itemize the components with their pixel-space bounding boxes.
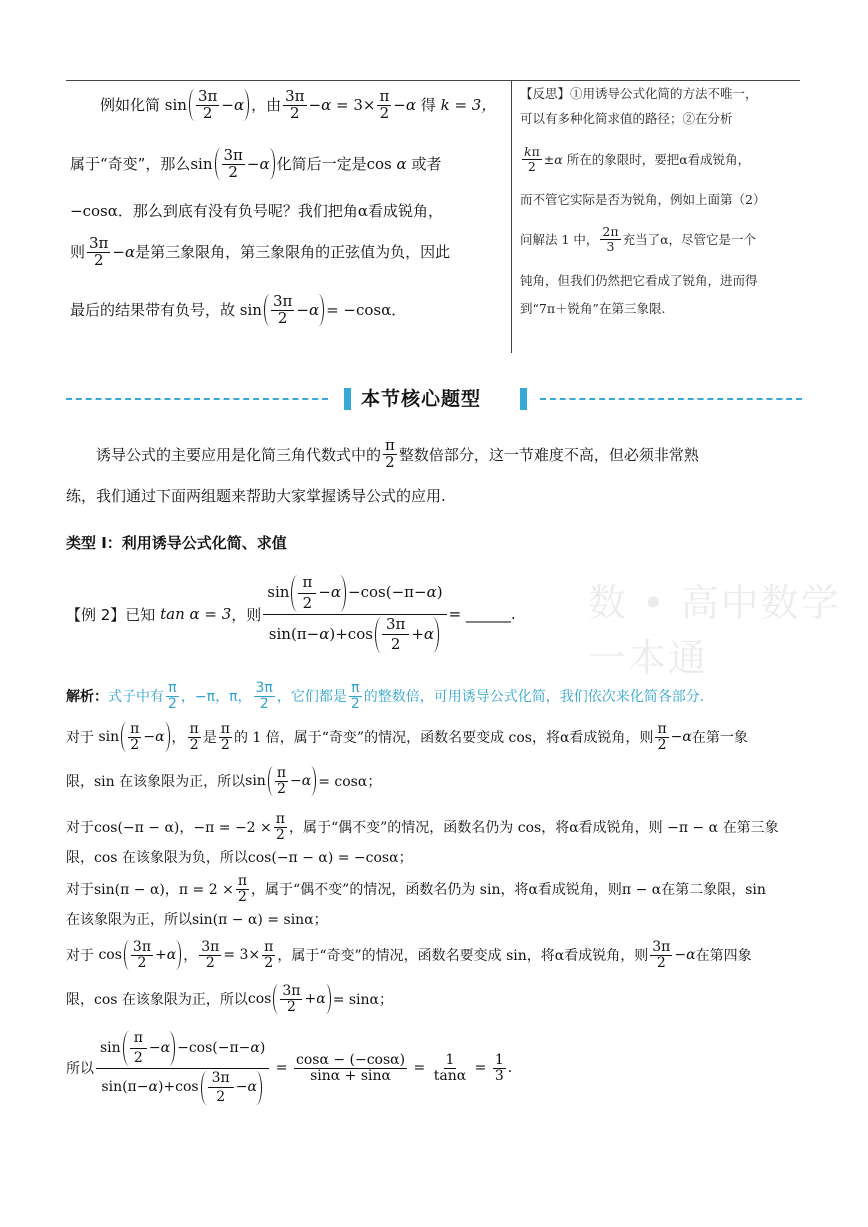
example-label: 【例 2】已知 [66, 605, 156, 624]
text: −cosα．那么到底有没有负号呢？我们把角α看成锐角， [70, 201, 443, 220]
text: 钝角，但我们仍然把它看成了锐角，进而得 [520, 272, 758, 288]
text: 对于 [66, 730, 94, 746]
text: ，它们都是 [276, 689, 347, 705]
top-rule [66, 80, 800, 81]
text: 在第一象 [691, 730, 748, 746]
text: 到“7π＋锐角”在第三象限. [520, 300, 666, 316]
solution-step-1: 对于 sin $\frac{\pi}{2}$ − α ， $\frac{\pi}{2}$ 是 $\frac{\pi}{2}$ 的 1 倍，属于“奇变”的情况，函数名要变成 cos，将α看成锐角，则 $\frac{\pi}{2}$ − α 在第一象 限，sin 在该象限为正，所以 sin $\frac{\pi}{2}$ − α = cosα； [66, 720, 748, 797]
condition: tan α = 3 [160, 605, 232, 623]
fraction-numerator: cosα − (−cosα) [295, 1051, 406, 1068]
text: 式子中有 [108, 689, 164, 705]
text: ，−π，π， [180, 689, 252, 705]
text: 所在的象限时，要把α看成锐角， [566, 151, 751, 167]
text: 的整数倍，可用诱导公式化简，我们依次来化简各部分. [363, 689, 705, 705]
section-header [0, 386, 868, 412]
solution-step-3: 对于sin(π − α)，π = 2 × $\frac{\pi}{2}$ ，属于“偶不变”的情况，函数名仍为 sin，将α看成锐角，则π − α在第二象限，sin 在该象限为正，所以sin(π − α) = sinα； [66, 872, 766, 928]
text: 最后的结果带有负号，故 [70, 300, 236, 319]
watermark: 数 • 高中数学一本通 [588, 581, 841, 680]
title-bar-left [344, 388, 351, 410]
text: = sinα； [332, 992, 394, 1008]
solution-intro: 解析： 式子中有 $\frac{\pi}{2}$ ，−π，π， $\frac{3\pi}{2}$ ，它们都是 $\frac{\pi}{2}$ 的整数倍，可用诱导公式化简，我们依次来化简各部分. [66, 679, 705, 712]
section-title: 本节核心题型 [361, 388, 482, 410]
text: k = 3， [440, 95, 497, 114]
fraction-numerator: 1 [445, 1051, 455, 1068]
solution-step-4: 对于 cos $\frac{3\pi}{2}$ + α ， $\frac{3\pi}{2}$ = 3× $\frac{\pi}{2}$ ，属于“奇变”的情况，函数名要变成 sin，将α看成锐角，则 $\frac{3\pi}{2}$ − α 在第四象 限，cos 在该象限为正，所以 cos $\frac{3\pi}{2}$ + α = sinα； [66, 938, 752, 1015]
text: 诱导公式的主要应用是化简三角代数式中的 [96, 445, 382, 464]
example-2: 【例 2】已知 tan α = 3 ，则 sin $\frac{\pi}{2}$ − α −cos(−π− α ) sin(π− α )+cos $\frac{3\pi}{2}$ + α = ______. [66, 573, 516, 654]
text: ，则 [231, 605, 262, 624]
text: ，属于“偶不变”的情况，函数名仍为 cos，将α看成锐角，则 −π − α 在第三象 [288, 820, 779, 836]
text: . [507, 1060, 513, 1076]
column-divider [511, 81, 512, 353]
fraction-numerator: 1 [494, 1051, 504, 1068]
text: 是 [202, 730, 217, 746]
text: 在第四象 [695, 948, 752, 964]
text: 的 1 倍，属于“奇变”的情况，函数名要变成 cos，将α看成锐角，则 [233, 730, 654, 746]
intro-paragraph: 诱导公式的主要应用是化简三角代数式中的 $\frac{\pi}{2}$ 整数倍部分，这一节难度不高，但必须非常熟 练，我们通过下面两组题来帮助大家掌握诱导公式的应用. [66, 435, 699, 505]
text: ，由 [251, 95, 282, 114]
text: 化简后一定是cos [276, 154, 392, 173]
text: = −cosα． [326, 300, 407, 319]
solution-label: 解析： [66, 689, 108, 705]
text: 整数倍部分，这一节难度不高，但必须非常熟 [398, 445, 699, 464]
text: 对于sin(π − α)，π = 2 × [66, 882, 234, 898]
left-column: 例如化简 sin $\frac{3\pi}{2}$ − α ，由 $\frac{3\pi}{2}$ − α = 3× $\frac{\pi}{2}$ − α 得 k = 3， 属于“奇变”，那么 sin $\frac{3\pi}{2}$ − α 化简后一定是cos α 或者 −cosα．那么到底有没有负号呢？我们把角α看成锐角， 则 $\frac{3\pi}{2}$ − α 是第三象限角，第三象限角的正弦值为负，因此 最后的结果带有负号，故 sin $\frac{3\pi}{2}$ − α = −cosα． [70, 86, 497, 327]
text: 【反思】①用诱导公式化简的方法不唯一， [520, 85, 758, 101]
title-bar-right [520, 388, 527, 410]
text: 是第三象限角，第三象限角的正弦值为负，因此 [135, 242, 451, 261]
text: 而不管它实际是否为锐角，例如上面第（2） [520, 191, 766, 207]
type-heading: 类型 I：利用诱导公式化简、求值 [66, 534, 287, 552]
text: 问解法 1 中， [520, 231, 599, 247]
solution-step-2: 对于cos(−π − α)，−π = −2 × $\frac{\pi}{2}$ ，属于“偶不变”的情况，函数名仍为 cos，将α看成锐角，则 −π − α 在第三象 限，cos 在该象限为负，所以cos(−π − α) = −cosα； [66, 810, 779, 866]
text: 对于cos(−π − α)，−π = −2 × [66, 820, 272, 836]
text: 例如化简 [100, 95, 161, 114]
fraction-denominator: sinα + sinα [310, 1067, 391, 1084]
dashed-rule-left [66, 398, 328, 400]
text: 则 [70, 242, 86, 261]
text: ，属于“奇变”的情况，函数名要变成 sin，将α看成锐角，则 [277, 948, 649, 964]
fraction-denominator: tanα [433, 1067, 467, 1084]
text: 在该象限为正，所以sin(π − α) = sinα； [66, 912, 328, 928]
text: 所以 [66, 1061, 94, 1077]
text: 限，cos 在该象限为负，所以cos(−π − α) = −cosα； [66, 850, 413, 866]
text: 得 [420, 95, 436, 114]
text: = cosα； [318, 774, 382, 790]
text: 属于“奇变”，那么 [70, 154, 191, 173]
solution-final: 所以 sin $\frac{\pi}{2}$ − α −cos(−π− α ) sin(π− α )+cos $\frac{3\pi}{2}$ − α = $\frac{\cos\alpha - (-\cos\alpha)}{\sin\alpha + \sin\alpha}$ = $\frac{1}{\tan\alpha}$ = $\frac{1}{3}$ . [66, 1030, 513, 1106]
text: 可以有多种化简求值的路径；②在分析 [520, 110, 733, 126]
text: 对于 [66, 948, 94, 964]
fraction-denominator: 3 [494, 1067, 504, 1084]
text: 充当了α，尽管它是一个 [622, 231, 757, 247]
text: 或者 [411, 154, 442, 173]
answer-blank: = ______. [448, 605, 516, 623]
reflection-note: 【反思】①用诱导公式化简的方法不唯一， 可以有多种化简求值的路径；②在分析 $\frac{k\pi}{2}$ ± α 所在的象限时，要把α看成锐角， 而不管它实际是否为锐角，例如上面第（2） 问解法 1 中， $\frac{2\pi}{3}$ 充当了α，尽管它是一个 钝角，但我们仍然把它看成了锐角，进而得 到“7π＋锐角”在第三象限. [520, 85, 766, 316]
text: ，属于“偶不变”的情况，函数名仍为 sin，将α看成锐角，则π − α在第二象限，sin [251, 882, 766, 898]
text: 限，sin 在该象限为正，所以 [66, 774, 246, 790]
text: 练，我们通过下面两组题来帮助大家掌握诱导公式的应用. [66, 486, 446, 505]
dashed-rule-right [540, 398, 802, 400]
text: 限，cos 在该象限为正，所以 [66, 992, 248, 1008]
